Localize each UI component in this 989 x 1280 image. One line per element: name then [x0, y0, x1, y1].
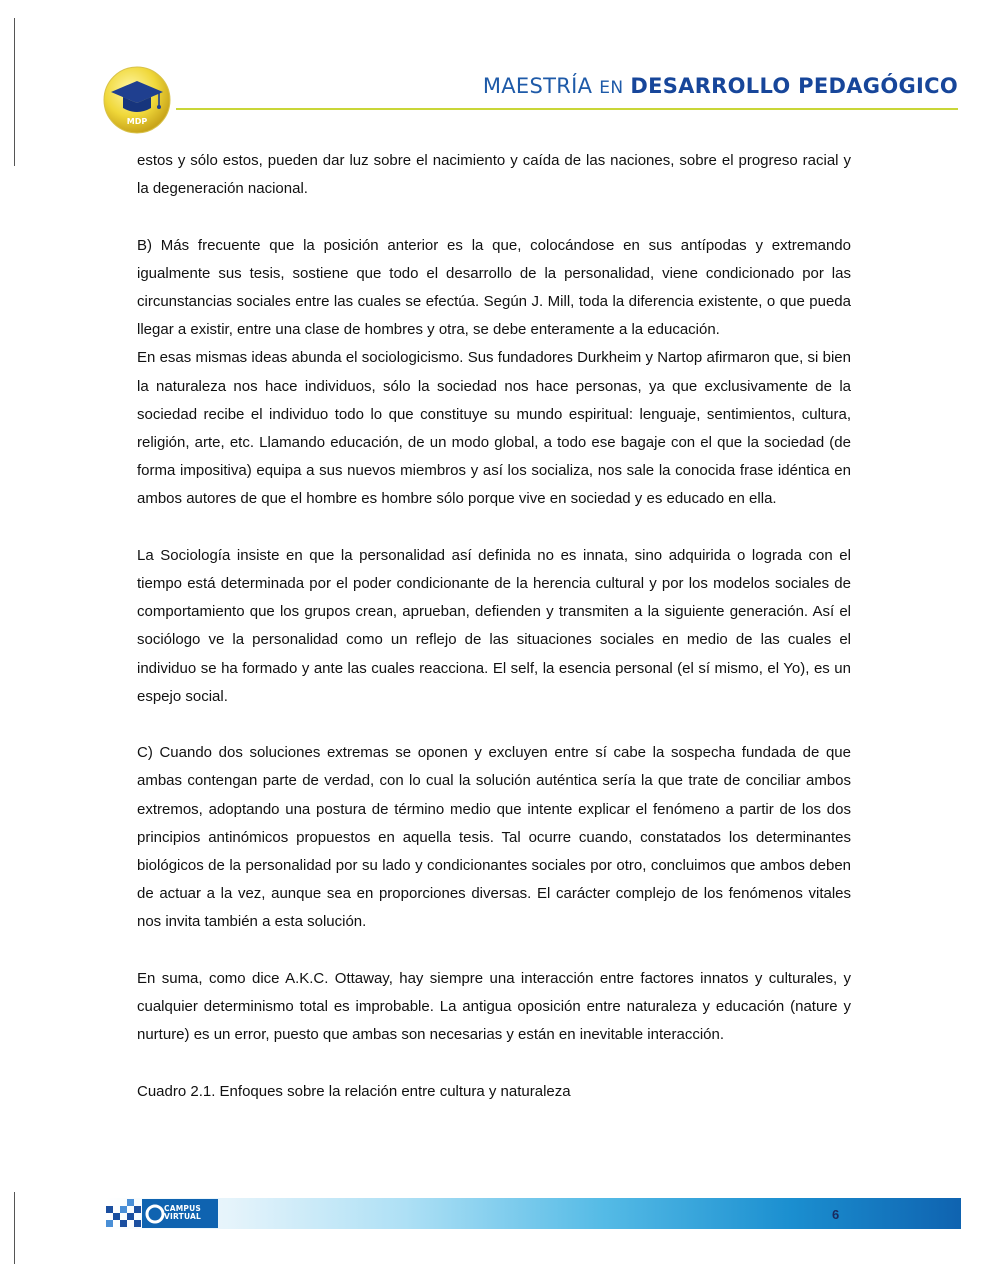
crop-mark-bottom — [14, 1192, 15, 1264]
campus-virtual-label — [164, 1205, 201, 1221]
figure-caption: Cuadro 2.1. Enfoques sobre la relación entre cultura y naturaleza — [137, 1082, 571, 1100]
header-title-main: DESARROLLO PEDAGÓGICO — [630, 74, 958, 98]
paragraph-1: estos y sólo estos, pueden dar luz sobre el nacimiento y caída de las naciones, sobre el progreso racial y la degeneración nacional. — [137, 152, 851, 198]
campus-label-line2: VIRTUAL — [164, 1212, 201, 1221]
crop-mark-top — [14, 18, 15, 166]
campus-virtual-logo — [106, 1198, 218, 1229]
header-title-prefix: MAESTRÍA — [482, 74, 593, 98]
header-title-connector: EN — [599, 78, 624, 98]
mdp-graduation-cap-logo — [103, 66, 171, 134]
campus-label-line1: CAMPUS — [164, 1204, 201, 1213]
paragraph-3: En esas mismas ideas abunda el sociologicismo. Sus fundadores Durkheim y Nartop afirmaron que, si bien la naturaleza nos hace individuos, sólo la sociedad nos hace personas, ya que exclusivamente de la sociedad recibe el individuo todo lo que constituye su mundo espiritual: lenguaje, sentimientos, cultura, religión, arte, etc. Llamando educación, de un modo global, a todo ese bagaje con el que la sociedad (de forma impositiva) equipa a sus nuevos miembros y así los socializa, nos sale la conocida frase idéntica en ambos autores de que el hombre es hombre sólo porque vive en sociedad y es educado en ella. — [137, 349, 851, 508]
page-number: 6 — [832, 1207, 840, 1222]
paragraph-4: La Sociología insiste en que la personalidad así definida no es innata, sino adquirida o lograda con el tiempo está determinada por el poder condicionante de la herencia cultural y por los modelos sociales de comportamiento que los grupos crean, aprueban, defienden y transmiten a la siguiente generación. Así el sociólogo ve la personalidad como un reflejo de las situaciones sociales en medio de las cuales el individuo se ha formado y ante las cuales reacciona. El self, la esencia personal (el sí mismo, el Yo), es un espejo social. — [137, 546, 851, 705]
paragraph-5: C) Cuando dos soluciones extremas se oponen y excluyen entre sí cabe la sospecha fundada de que ambas contengan parte de verdad, con lo cual la solución auténtica sería la que trate de conciliar ambos extremos, adoptando una postura de término medio que intente explicar el fenómeno a partir de los dos principios antinómicos propuestos en aquella tesis. Tal ocurre cuando, constatados los determinantes biológicos de la personalidad por su lado y condicionantes sociales por otro, concluimos que ambos deben de actuar a la vez, aunque sea en proporciones diversas. El carácter complejo de los fenómenos vitales nos invita también a esta solución. — [137, 744, 851, 931]
paragraph-6: En suma, como dice A.K.C. Ottaway, hay siempre una interacción entre factores innatos y culturales, y cualquier determinismo total es improbable. La antigua oposición entre naturaleza y educación (nature y nurture) es un error, puesto que ambas son necesarias y están en inevitable interacción. — [137, 969, 851, 1044]
logo-label: MDP — [126, 117, 148, 126]
header-divider — [176, 108, 958, 110]
paragraph-2: B) Más frecuente que la posición anterior es la que, colocándose en sus antípodas y extremando igualmente sus tesis, sostiene que todo el desarrollo de la personalidad, viene condicionado por las circunstancias sociales entre las cuales se efectúa. Según J. Mill, toda la diferencia existente, o que pueda llegar a existir, entre una clase de hombres y otra, se debe enteramente a la educación. — [137, 236, 851, 339]
header-title — [483, 74, 958, 98]
document-body — [137, 147, 851, 1134]
